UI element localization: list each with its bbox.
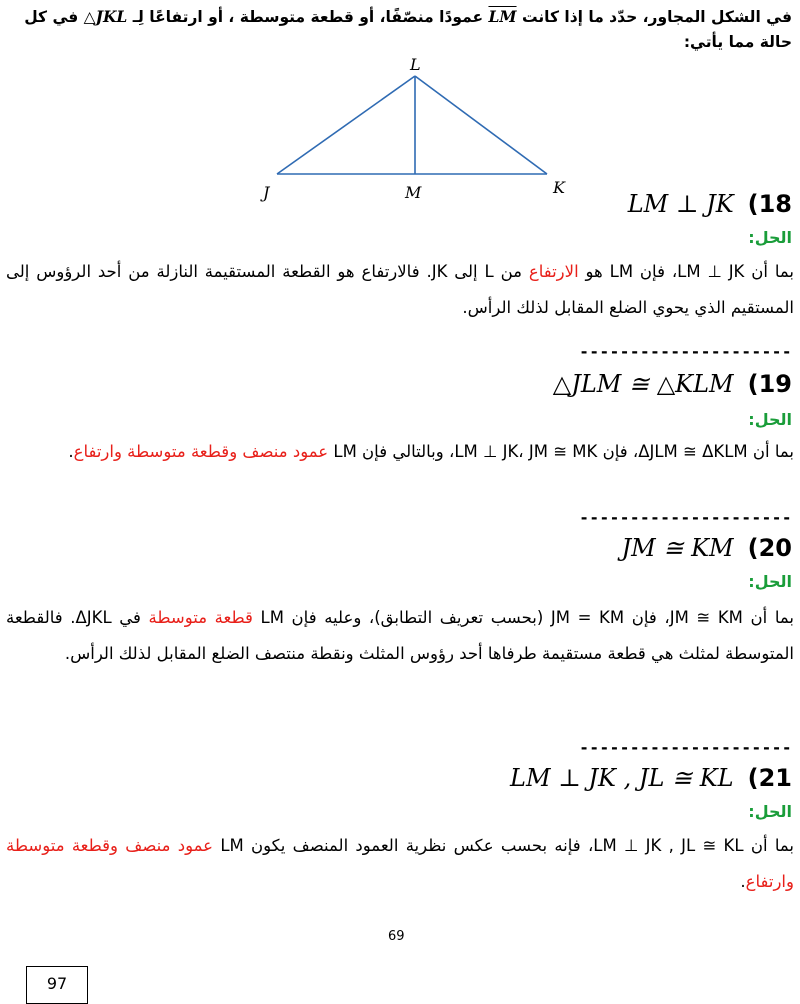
- label-m: M: [405, 183, 422, 202]
- intro-line-3: في كل حالة مما يأتي:: [24, 8, 792, 51]
- q18-solution: بما أن LM ⊥ JK، فإن LM هو الارتفاع من L إلى JK. فالارتفاع هو القطعة المستقيمة النازلة من أحد الرؤوس إلى المستقيم الذي يحوي الضلع المقابل لذلك الرأس.: [6, 262, 794, 317]
- triangle-figure: [255, 52, 575, 202]
- label-j: J: [263, 183, 270, 202]
- q21-highlight: عمود منصف وقطعة متوسطة وارتفاع: [6, 836, 794, 891]
- q18-highlight: الارتفاع: [528, 262, 579, 281]
- label-l: L: [410, 55, 421, 74]
- intro-triangle: JKL: [95, 7, 128, 26]
- q19-solution-label: الحل:: [748, 410, 792, 429]
- side-lk: [415, 76, 547, 174]
- q19-solution: بما أن ΔJLM ≅ ΔKLM، فإن LM ⊥ JK، JM ≅ MK، وبالتالي فإن LM عمود منصف وقطعة متوسطة وارتفاع.: [68, 442, 794, 461]
- q18-statement: LM ⊥ JK (18: [627, 190, 792, 218]
- side-jl: [277, 76, 415, 174]
- intro-text: في الشكل المجاور، حدّد ما إذا كانت LM عمودًا منصّفًا، أو قطعة متوسطة ، أو ارتفاعًا لِـ JKL△ في كل حالة مما يأتي:: [24, 7, 792, 51]
- label-k: K: [553, 178, 565, 197]
- q21-solution: بما أن LM ⊥ JK , JL ≅ KL، فإنه بحسب عكس نظرية العمود المنصف يكون LM عمود منصف وقطعة متوسطة وارتفاع.: [6, 836, 794, 891]
- q21-statement: LM ⊥ JK , JL ≅ KL (21: [510, 764, 792, 792]
- q18-solution-label: الحل:: [748, 228, 792, 247]
- q19-highlight: عمود منصف وقطعة متوسطة وارتفاع: [73, 442, 329, 461]
- separator-3: ---------------------: [579, 738, 792, 757]
- separator-1: ---------------------: [579, 342, 792, 361]
- page-number: 69: [388, 929, 405, 944]
- q20-solution: بما أن JM ≅ KM، فإن JM = KM (بحسب تعريف التطابق)، وعليه فإن LM قطعة متوسطة في ΔJKL. فالقطعة المتوسطة لمثلث هي قطعة مستقيمة طرفاها أحد رؤوس المثلث ونقطة منتصف الضلع المقابل لذلك الرأس.: [6, 608, 794, 663]
- q21-solution-label: الحل:: [748, 802, 792, 821]
- q19-statement: △JLM ≅ △KLM (19: [552, 370, 792, 398]
- separator-2: ---------------------: [579, 508, 792, 527]
- intro-line-2: عمودًا منصّفًا، أو قطعة متوسطة ، أو ارتفاعًا لِـ: [132, 8, 484, 26]
- intro-lm: LM: [488, 7, 517, 26]
- q20-highlight: قطعة متوسطة: [148, 608, 253, 627]
- q20-solution-label: الحل:: [748, 572, 792, 591]
- page-box-number: 97: [26, 966, 88, 1004]
- q20-statement: JM ≅ KM (20: [621, 534, 792, 562]
- intro-line-1: في الشكل المجاور، حدّد ما إذا كانت: [521, 8, 792, 26]
